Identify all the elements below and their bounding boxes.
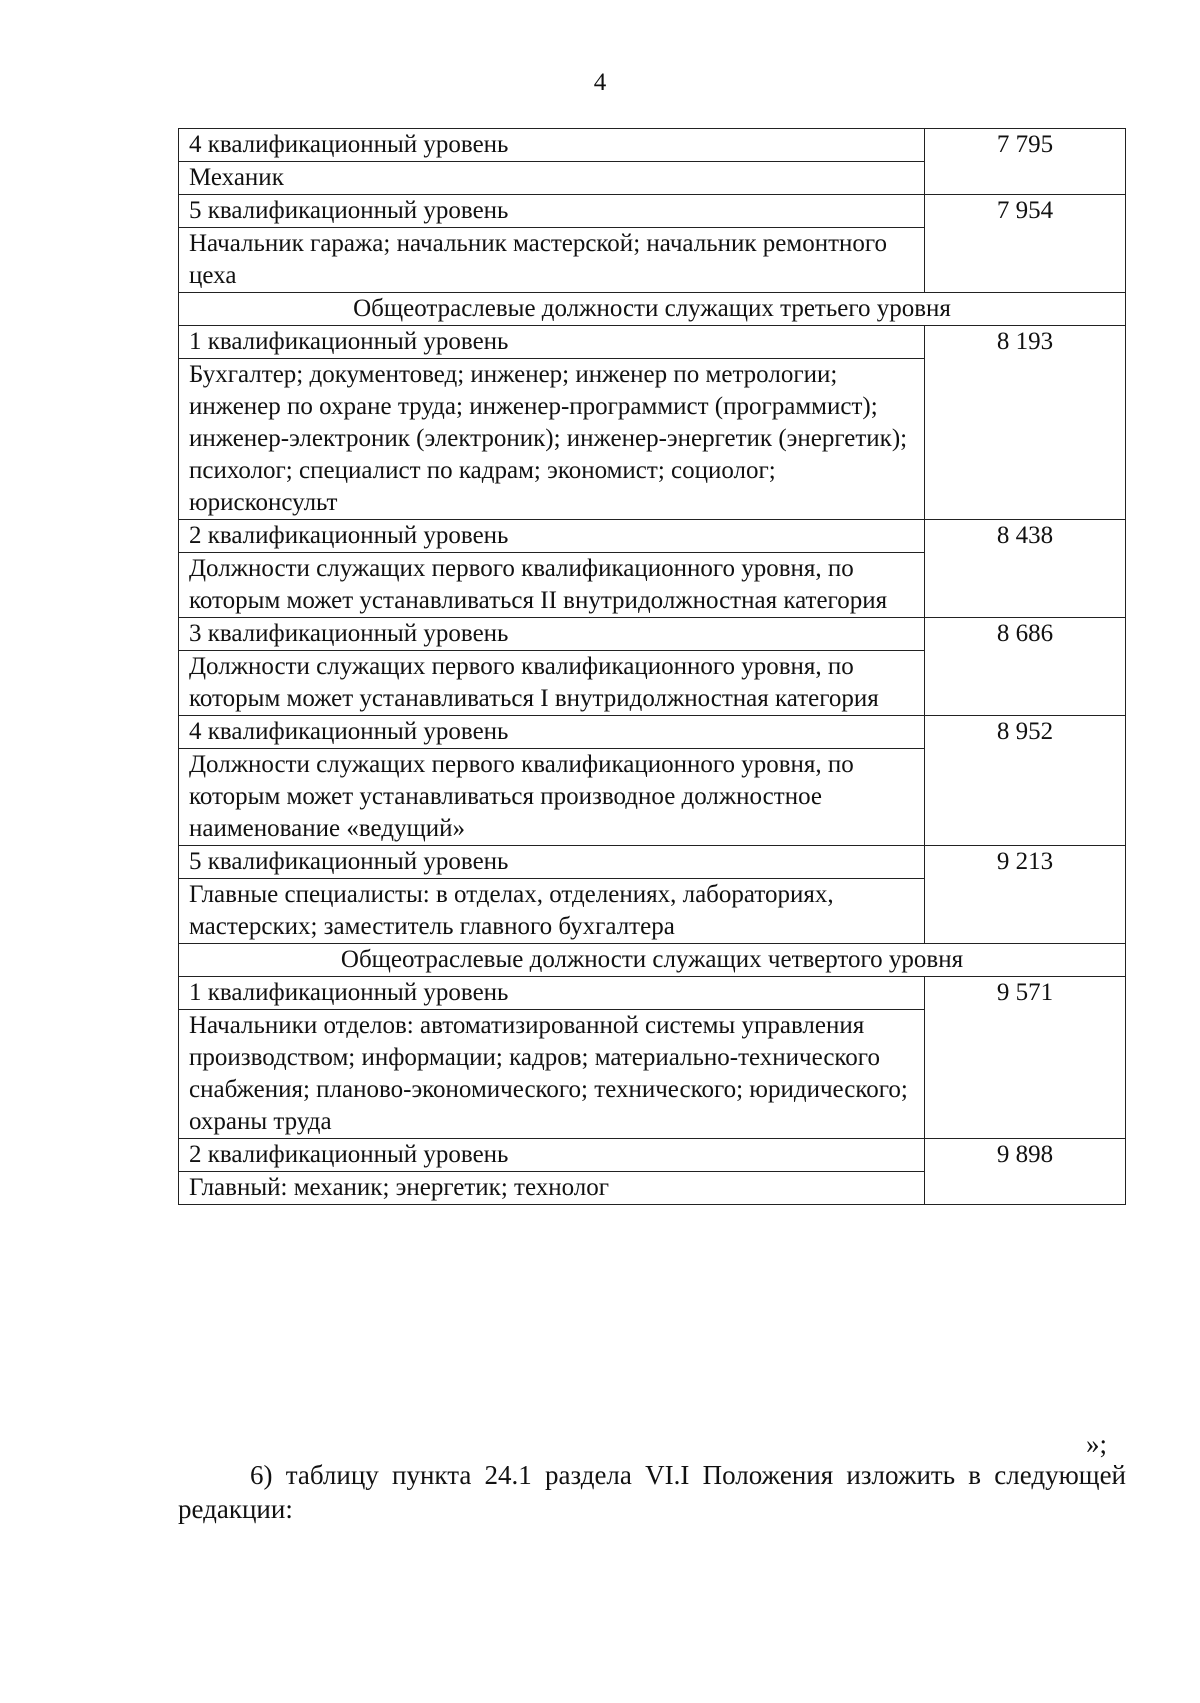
positions-list: Должности служащих первого квалификационного уровня, по которым может устанавливаться I внутридолжностная категория (179, 651, 925, 716)
section-title: Общеотраслевые должности служащих четвертого уровня (179, 944, 1126, 977)
positions-list: Главный: механик; энергетик; технолог (179, 1172, 925, 1205)
qualification-level: 2 квалификационный уровень (179, 520, 925, 553)
qualification-level: 2 квалификационный уровень (179, 1139, 925, 1172)
positions-list: Начальники отделов: автоматизированной системы управления производством; информации; кадров; материально-технического снабжения; планово-экономического; технического; юридического; охраны труда (179, 1010, 925, 1139)
salary-value: 8 193 (925, 326, 1126, 520)
table-row (179, 716, 1126, 749)
section-header-row (179, 944, 1126, 977)
salary-value: 9 213 (925, 846, 1126, 944)
table-row (179, 846, 1126, 879)
salary-value: 8 438 (925, 520, 1126, 618)
qualification-level: 5 квалификационный уровень (179, 195, 925, 228)
salary-value: 7 795 (925, 129, 1126, 195)
positions-list: Бухгалтер; документовед; инженер; инженер по метрологии; инженер по охране труда; инженер-программист (программист); инженер-электроник (электроник); инженер-энергетик (энергетик); психолог; специалист по кадрам; экономист; социолог; юрисконсульт (179, 359, 925, 520)
page-number: 4 (593, 69, 607, 96)
salary-value: 8 952 (925, 716, 1126, 846)
table-row (179, 129, 1126, 162)
table-row (179, 195, 1126, 228)
closing-quote-mark: »; (1086, 1429, 1108, 1459)
salary-table (178, 128, 1126, 1205)
qualification-level: 5 квалификационный уровень (179, 846, 925, 879)
qualification-level: 1 квалификационный уровень (179, 326, 925, 359)
positions-list: Должности служащих первого квалификационного уровня, по которым может устанавливаться II внутридолжностная категория (179, 553, 925, 618)
qualification-level: 4 квалификационный уровень (179, 129, 925, 162)
section-header-row (179, 293, 1126, 326)
salary-value: 9 571 (925, 977, 1126, 1139)
qualification-level: 1 квалификационный уровень (179, 977, 925, 1010)
salary-value: 9 898 (925, 1139, 1126, 1205)
positions-list: Должности служащих первого квалификационного уровня, по которым может устанавливаться производное должностное наименование «ведущий» (179, 749, 925, 846)
salary-value: 7 954 (925, 195, 1126, 293)
section-title: Общеотраслевые должности служащих третьего уровня (179, 293, 1126, 326)
instruction-paragraph: 6) таблицу пункта 24.1 раздела VI.I Положения изложить в следующей редакции: (178, 1460, 1126, 1524)
qualification-level: 3 квалификационный уровень (179, 618, 925, 651)
positions-list: Механик (179, 162, 925, 195)
table-row (179, 1139, 1126, 1172)
table-row (179, 520, 1126, 553)
table-row (179, 977, 1126, 1010)
salary-value: 8 686 (925, 618, 1126, 716)
table-row (179, 618, 1126, 651)
positions-list: Главные специалисты: в отделах, отделениях, лабораториях, мастерских; заместитель главного бухгалтера (179, 879, 925, 944)
table-row (179, 326, 1126, 359)
positions-list: Начальник гаража; начальник мастерской; начальник ремонтного цеха (179, 228, 925, 293)
qualification-level: 4 квалификационный уровень (179, 716, 925, 749)
